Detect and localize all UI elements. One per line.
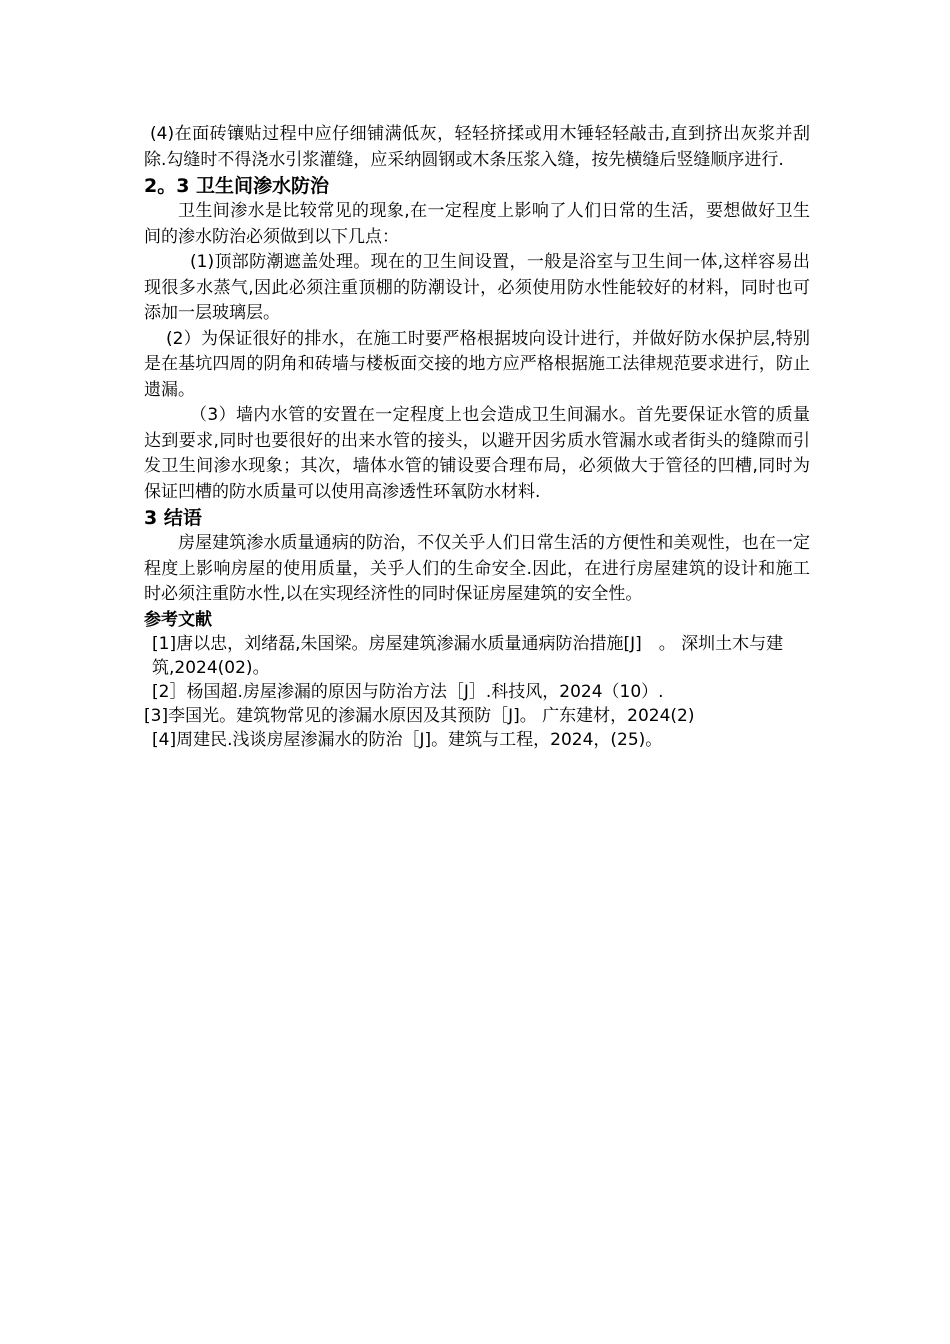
reference-item-3: [3]李国光。建筑物常见的渗漏水原因及其预防［J]。 广东建材，2024(2) bbox=[144, 705, 695, 726]
section-heading-conclusion: 3 结语 bbox=[144, 507, 202, 529]
paragraph-conclusion: 房屋建筑渗水质量通病的防治，不仅关乎人们日常生活的方便性和美观性，也在一定程度上影响房屋的使用质量，关乎人们的生命安全.因此，在进行房屋建筑的设计和施工时必须注重防水性,以在实现经济性的同时保证房屋建筑的安全性。 bbox=[144, 533, 810, 604]
paragraph-bathroom-item-2: (2）为保证很好的排水，在施工时要严格根据坡向设计进行，并做好防水保护层,特别是在基坑四周的阴角和砖墙与楼板面交接的地方应严格根据施工法律规范要求进行，防止遗漏。 bbox=[144, 328, 810, 400]
paragraph-tile-step-4: (4)在面砖镶贴过程中应仔细铺满低灰，轻轻挤揉或用木锤轻轻敲击,直到挤出灰浆并刮除.勾缝时不得浇水引浆灌缝，应采纳圆钢或木条压浆入缝，按先横缝后竖缝顺序进行. bbox=[144, 124, 810, 170]
paragraph-bathroom-item-3: （3）墙内水管的安置在一定程度上也会造成卫生间漏水。首先要保证水管的质量达到要求,同时也要很好的出来水管的接头，以避开因劣质水管漏水或者街头的缝隙而引发卫生间渗水现象；其次，墙体水管的铺设要合理布局，必须做大于管径的凹槽,同时为保证凹槽的防水质量可以使用高渗透性环氧防水材料. bbox=[144, 405, 810, 502]
reference-item-4: [4]周建民.浅谈房屋渗漏水的防治［J]。建筑与工程，2024，(25)。 bbox=[152, 729, 663, 750]
document-page bbox=[144, 122, 810, 752]
paragraph-bathroom-intro: 卫生间渗水是比较常见的现象,在一定程度上影响了人们日常的生活，要想做好卫生间的渗水防治必须做到以下几点： bbox=[144, 201, 810, 247]
reference-item-2: [2］杨国超.房屋渗漏的原因与防治方法［J］.科技风，2024（10）. bbox=[152, 681, 664, 702]
reference-item-1: [1]唐以忠，刘绪磊,朱国梁。房屋建筑渗漏水质量通病防治措施[J] 。 深圳土木与建筑,2024(02)。 bbox=[152, 633, 784, 678]
section-heading-bathroom: 2。3 卫生间渗水防治 bbox=[144, 175, 330, 197]
paragraph-bathroom-item-1: (1)顶部防潮遮盖处理。现在的卫生间设置，一般是浴室与卫生间一体,这样容易出现很多水蒸气,因此必须注重顶棚的防潮设计，必须使用防水性能较好的材料，同时也可添加一层玻璃层。 bbox=[144, 252, 810, 323]
references-heading: 参考文献 bbox=[144, 609, 212, 630]
